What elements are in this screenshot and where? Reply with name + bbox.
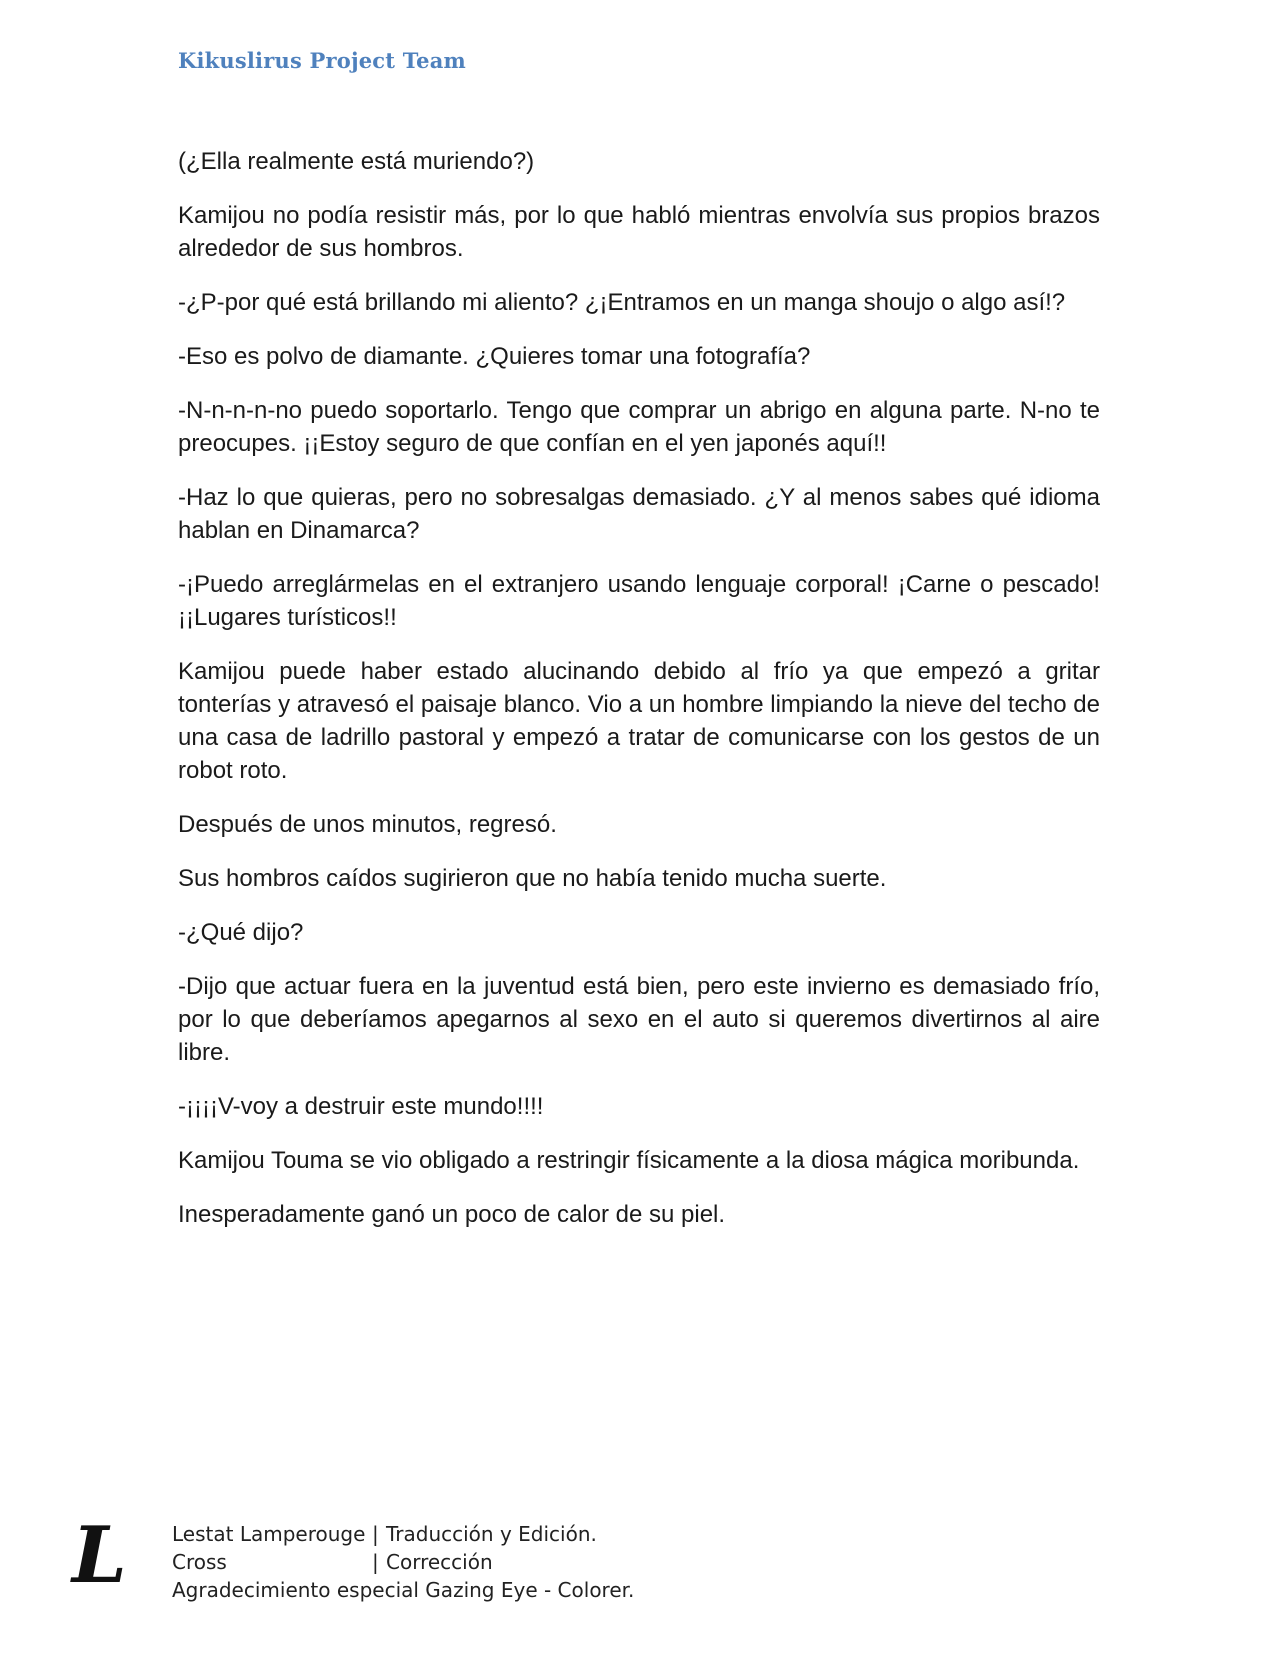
paragraph: -Dijo que actuar fuera en la juventud está bien, pero este invierno es demasiado frío, por lo que deberíamos apegarnos al sexo en el auto si queremos divertirnos al aire libre.: [178, 973, 1100, 1066]
paragraph: -¡¡¡¡V-voy a destruir este mundo!!!!: [178, 1093, 544, 1120]
footer: [60, 1518, 760, 1608]
credit-role: Corrección: [386, 1550, 493, 1574]
paragraph: Después de unos minutos, regresó.: [178, 811, 557, 838]
paragraph: Kamijou Touma se vio obligado a restringir físicamente a la diosa mágica moribunda.: [178, 1147, 1080, 1174]
header-title: Kikuslirus Project Team: [178, 48, 466, 73]
paragraph: -¿P-por qué está brillando mi aliento? ¿¡Entramos en un manga shoujo o algo así!?: [178, 289, 1066, 316]
paragraph: -Eso es polvo de diamante. ¿Quieres tomar una fotografía?: [178, 343, 811, 370]
document-body: [178, 145, 1100, 1252]
paragraph: Sus hombros caídos sugirieron que no había tenido mucha suerte.: [178, 865, 887, 892]
paragraph: -N-n-n-n-no puedo soportarlo. Tengo que comprar un abrigo en alguna parte. N-no te preocupes. ¡¡Estoy seguro de que confían en el yen japonés aquí!!: [178, 397, 1100, 457]
special-thanks: Agradecimiento especial Gazing Eye - Colorer.: [172, 1578, 635, 1602]
credit-role: Traducción y Edición.: [386, 1522, 597, 1546]
paragraph: (¿Ella realmente está muriendo?): [178, 148, 535, 175]
paragraph: -¡Puedo arreglármelas en el extranjero usando lenguaje corporal! ¡Carne o pescado! ¡¡Lugares turísticos!!: [178, 571, 1100, 631]
paragraph: -¿Qué dijo?: [178, 919, 304, 946]
logo-letter: L: [72, 1518, 127, 1598]
credits-block: [172, 1520, 634, 1604]
credit-name: Lestat Lamperouge: [172, 1522, 366, 1546]
paragraph: -Haz lo que quieras, pero no sobresalgas demasiado. ¿Y al menos sabes qué idioma hablan en Dinamarca?: [178, 484, 1100, 544]
gothic-letter-l-icon: [68, 1518, 132, 1598]
credit-separator: |: [372, 1522, 379, 1546]
paragraph: Kamijou puede haber estado alucinando debido al frío ya que empezó a gritar tonterías y atravesó el paisaje blanco. Vio a un hombre limpiando la nieve del techo de una casa de ladrillo pastoral y empezó a tratar de comunicarse con los gestos de un robot roto.: [178, 658, 1100, 784]
paragraph: Inesperadamente ganó un poco de calor de su piel.: [178, 1201, 726, 1228]
paragraph: Kamijou no podía resistir más, por lo que habló mientras envolvía sus propios brazos alrededor de sus hombros.: [178, 202, 1100, 262]
credit-row: [172, 1520, 634, 1548]
credit-separator: |: [372, 1550, 379, 1574]
credit-name: Cross: [172, 1550, 227, 1574]
credit-row: [172, 1548, 634, 1576]
